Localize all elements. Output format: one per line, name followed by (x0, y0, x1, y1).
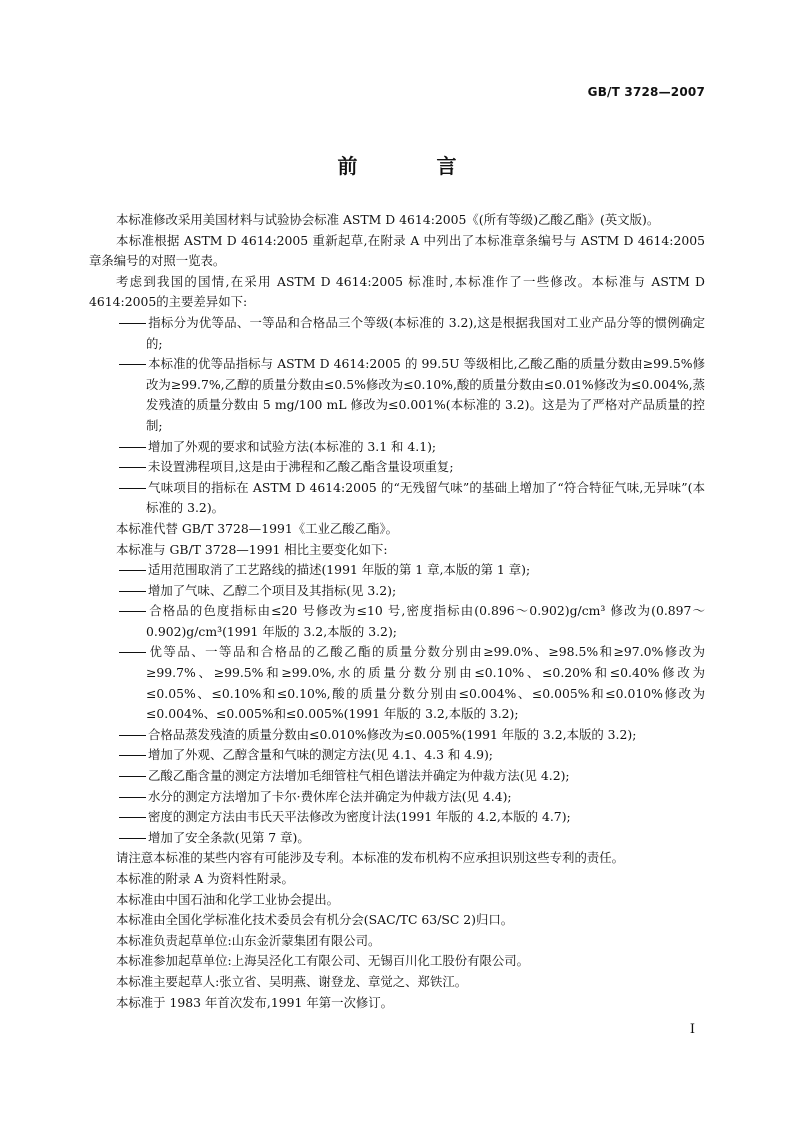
item-text: 增加了气味、乙醇二个项目及其指标(见 3.2); (148, 582, 397, 598)
dash-bullet (119, 364, 146, 365)
change-item (89, 828, 705, 849)
difference-item (89, 354, 705, 436)
item-text: 适用范围取消了工艺路线的描述(1991 年版的第 1 章,本版的第 1 章); (148, 562, 531, 578)
item-text: 指标分为优等品、一等品和合格品三个等级(本标准的 3.2),这是根据我国对工业产品分等的惯例确定的; (146, 314, 705, 351)
change-item (89, 787, 705, 808)
dash-bullet (119, 735, 146, 736)
item-text: 增加了外观的要求和试验方法(本标准的 3.1 和 4.1); (148, 438, 437, 454)
dash-bullet (119, 797, 146, 798)
item-text: 密度的测定方法由韦氏天平法修改为密度计法(1991 年版的 4.2,本版的 4.7); (148, 809, 571, 825)
paragraph: 本标准由中国石油和化学工业协会提出。 (116, 891, 340, 907)
dash-bullet (119, 776, 146, 777)
paragraph: 本标准代替 GB/T 3728—1991《工业乙酸乙酯》。 (116, 520, 399, 536)
paragraph: 本标准于 1983 年首次发布,1991 年第一次修订。 (116, 994, 394, 1010)
dash-bullet (119, 838, 146, 839)
page-title: 前 言 (337, 154, 493, 178)
item-text: 乙酸乙酯含量的测定方法增加毛细管柱气相色谱法并确定为仲裁方法(见 4.2); (148, 768, 570, 784)
item-text: 合格品的色度指标由≤20 号修改为≤10 号,密度指标由(0.896～0.902)g/cm³ 修改为(0.897～0.902)g/cm³(1991 年版的 3.2,本版的 3.2); (146, 603, 705, 639)
paragraph: 本标准根据 ASTM D 4614:2005 重新起草,在附录 A 中列出了本标准章条编号与 ASTM D 4614:2005 章条编号的对照一览表。 (89, 232, 705, 269)
item-text: 气味项目的指标在 ASTM D 4614:2005 的“无残留气味”的基础上增加了“符合特征气味,无异味”(本标准的 3.2)。 (146, 479, 705, 516)
item-text: 增加了安全条款(见第 7 章)。 (148, 829, 310, 845)
change-item (89, 725, 705, 746)
change-item (89, 766, 705, 787)
item-text: 未设置沸程项目,这是由于沸程和乙酸乙酯含量设项重复; (148, 459, 454, 475)
dash-bullet (119, 817, 146, 818)
dash-bullet (119, 652, 146, 653)
difference-item (89, 437, 705, 458)
dash-bullet (119, 467, 146, 468)
change-item (89, 581, 705, 602)
item-text: 增加了外观、乙醇含量和气味的测定方法(见 4.1、4.3 和 4.9); (148, 747, 493, 763)
item-text: 优等品、一等品和合格品的乙酸乙酯的质量分数分别由≥99.0%、≥98.5%和≥97.0%修改为≥99.7%、≥99.5%和≥99.0%,水的质量分数分别由≤0.10%、≤0.20%和≤0.40%修改为≤0.05%、≤0.10%和≤0.10%,酸的质量分数分别由≤0.004%、≤0.005%和≤0.010%修改为≤0.004%、≤0.005%和≤0.005%(1991 年版的 3.2,本版的 3.2); (146, 644, 705, 722)
item-text: 本标准的优等品指标与 ASTM D 4614:2005 的 99.5U 等级相比,乙酸乙酯的质量分数由≥99.5%修改为≥99.7%,乙醇的质量分数由≤0.5%修改为≤0.10%,酸的质量分数由≤0.01%修改为≤0.004%,蒸发残渣的质量分数由 5 mg/100 mL 修改为≤0.001%(本标准的 3.2)。这是为了严格对产品质量的控制; (146, 356, 705, 433)
dash-bullet (119, 755, 146, 756)
dash-bullet (119, 447, 146, 448)
dash-bullet (119, 591, 146, 592)
paragraph: 本标准修改采用美国材料与试验协会标准 ASTM D 4614:2005《(所有等级)乙酸乙酯》(英文版)。 (116, 212, 660, 227)
paragraph: 请注意本标准的某些内容有可能涉及专利。本标准的发布机构不应承担识别这些专利的责任。 (116, 850, 625, 866)
paragraph: 本标准由全国化学标准化技术委员会有机分会(SAC/TC 63/SC 2)归口。 (116, 912, 514, 928)
standard-number: GB/T 3728—2007 (587, 85, 705, 99)
page-number: I (689, 1022, 695, 1037)
paragraph: 考虑到我国的国情,在采用 ASTM D 4614:2005 标准时,本标准作了一些修改。本标准与 ASTM D 4614:2005的主要差异如下: (89, 273, 705, 310)
paragraph: 本标准的附录 A 为资料性附录。 (116, 871, 294, 886)
dash-bullet (119, 488, 146, 489)
difference-item (89, 457, 705, 478)
dash-bullet (119, 611, 146, 612)
item-text: 合格品蒸发残渣的质量分数由≤0.010%修改为≤0.005%(1991 年版的 3.2,本版的 3.2); (148, 726, 637, 742)
change-item (89, 601, 705, 642)
foreword-body (89, 210, 705, 1013)
change-item (89, 560, 705, 581)
paragraph: 本标准参加起草单位:上海吴泾化工有限公司、无锡百川化工股份有限公司。 (116, 953, 530, 969)
dash-bullet (119, 570, 146, 571)
change-item (89, 807, 705, 828)
change-item (89, 642, 705, 724)
change-item (89, 745, 705, 766)
paragraph: 本标准负责起草单位:山东金沂蒙集团有限公司。 (116, 932, 381, 948)
paragraph: 本标准主要起草人:张立省、吴明燕、谢登龙、章觉之、郑铁江。 (116, 973, 468, 989)
item-text: 水分的测定方法增加了卡尔·费休库仑法并确定为仲裁方法(见 4.4); (148, 788, 512, 804)
paragraph: 本标准与 GB/T 3728—1991 相比主要变化如下: (116, 541, 388, 557)
difference-item (89, 313, 705, 354)
difference-item (89, 478, 705, 519)
dash-bullet (119, 323, 146, 324)
